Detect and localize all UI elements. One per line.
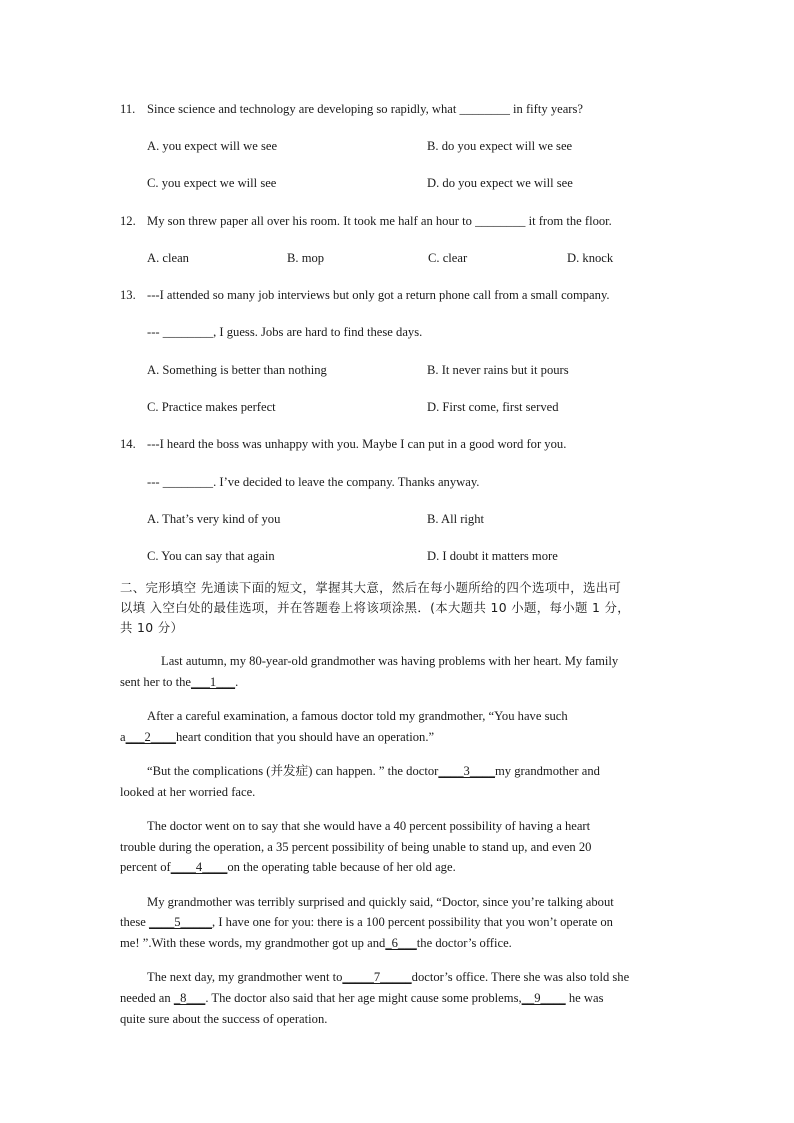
- cloze-blank-4: ____4____: [170, 860, 228, 874]
- passage-p4-line-2: trouble during the operation, a 35 percent possibility of being unable to stand up, and even 20: [120, 840, 592, 854]
- passage-p2-line-2: a___2____heart condition that you should have an operation.”: [120, 730, 435, 744]
- question-14-stem: ---I heard the boss was unhappy with you. Maybe I can put in a good word for you.: [147, 437, 567, 451]
- cloze-blank-8: _8___: [173, 991, 206, 1005]
- passage-p1-line-1: Last autumn, my 80-year-old grandmother was having problems with her heart. My family: [161, 654, 619, 668]
- question-14-reply: --- ________. I’ve decided to leave the company. Thanks anyway.: [147, 475, 480, 489]
- passage-p4-line-1: The doctor went on to say that she would have a 40 percent possibility of having a heart: [147, 819, 591, 833]
- passage-p1-line-2: sent her to the___1___.: [120, 675, 239, 689]
- cloze-blank-6: _6___: [385, 936, 417, 950]
- question-11-option-d: D. do you expect we will see: [427, 176, 573, 190]
- question-11-number: 11.: [120, 102, 136, 116]
- passage-p4-line-3: percent of____4____on the operating table because of her old age.: [120, 860, 456, 874]
- passage-p3-line-2: looked at her worried face.: [120, 785, 256, 799]
- section-instructions-line-1: 二、完形填空 先通读下面的短文，掌握其大意，然后在每小题所给的四个选项中，选出可: [120, 580, 622, 595]
- cloze-blank-1: ___1___: [191, 675, 236, 689]
- passage-p2-line-1: After a careful examination, a famous doctor told my grandmother, “You have such: [147, 709, 568, 723]
- cloze-blank-7: _____7_____: [342, 970, 412, 984]
- passage-p5-line-3: me! ”.With these words, my grandmother got up and_6___the doctor’s office.: [120, 936, 512, 950]
- cloze-blank-3: ____3____: [438, 764, 495, 778]
- section-instructions-line-3: 共 10 分）: [120, 620, 184, 635]
- question-14-option-b: B. All right: [427, 512, 485, 526]
- question-13-option-b: B. It never rains but it pours: [427, 363, 569, 377]
- question-11-option-c: C. you expect we will see: [147, 176, 277, 190]
- cloze-blank-5: ____5_____: [149, 915, 213, 929]
- question-12-number: 12.: [120, 214, 136, 228]
- passage-p3-line-1: “But the complications (并发症) can happen. ” the doctor____3____my grandmother and: [147, 764, 600, 778]
- question-11-stem: Since science and technology are developing so rapidly, what ________ in fifty years?: [147, 102, 583, 116]
- question-12-option-c: C. clear: [428, 251, 468, 265]
- question-12-option-a: A. clean: [147, 251, 189, 265]
- question-12-stem: My son threw paper all over his room. It took me half an hour to ________ it from the floor.: [147, 214, 612, 228]
- passage-p6-line-2: needed an _8___. The doctor also said that her age might cause some problems,__9____ he was: [120, 991, 604, 1005]
- question-11-option-a: A. you expect will we see: [147, 139, 278, 153]
- question-13-option-c: C. Practice makes perfect: [147, 400, 276, 414]
- question-13-number: 13.: [120, 288, 136, 302]
- question-13-option-a: A. Something is better than nothing: [147, 363, 327, 377]
- question-13-stem: ---I attended so many job interviews but only got a return phone call from a small company.: [147, 288, 610, 302]
- passage-p6-line-1: The next day, my grandmother went to_____7_____doctor’s office. There she was also told she: [147, 970, 630, 984]
- cloze-blank-9: __9____: [521, 991, 566, 1005]
- passage-p6-line-3: quite sure about the success of operation.: [120, 1012, 328, 1026]
- cloze-blank-2: ___2____: [125, 730, 176, 744]
- question-13-option-d: D. First come, first served: [427, 400, 559, 414]
- question-14-option-d: D. I doubt it matters more: [427, 549, 558, 563]
- passage-p5-line-1: My grandmother was terribly surprised and quickly said, “Doctor, since you’re talking about: [147, 895, 614, 909]
- question-14-number: 14.: [120, 437, 136, 451]
- question-11-option-b: B. do you expect will we see: [427, 139, 573, 153]
- question-14-option-a: A. That’s very kind of you: [147, 512, 281, 526]
- question-12-option-d: D. knock: [567, 251, 614, 265]
- question-14-option-c: C. You can say that again: [147, 549, 275, 563]
- question-12-option-b: B. mop: [287, 251, 325, 265]
- question-13-reply: --- ________, I guess. Jobs are hard to find these days.: [147, 325, 423, 339]
- passage-p5-line-2: these ____5_____, I have one for you: there is a 100 percent possibility that you won’t operate on: [120, 915, 613, 929]
- section-instructions-line-2: 以填 入空白处的最佳选项，并在答题卷上将该项涂黑．(本大题共 10 小题，每小题 1 分，: [120, 600, 630, 615]
